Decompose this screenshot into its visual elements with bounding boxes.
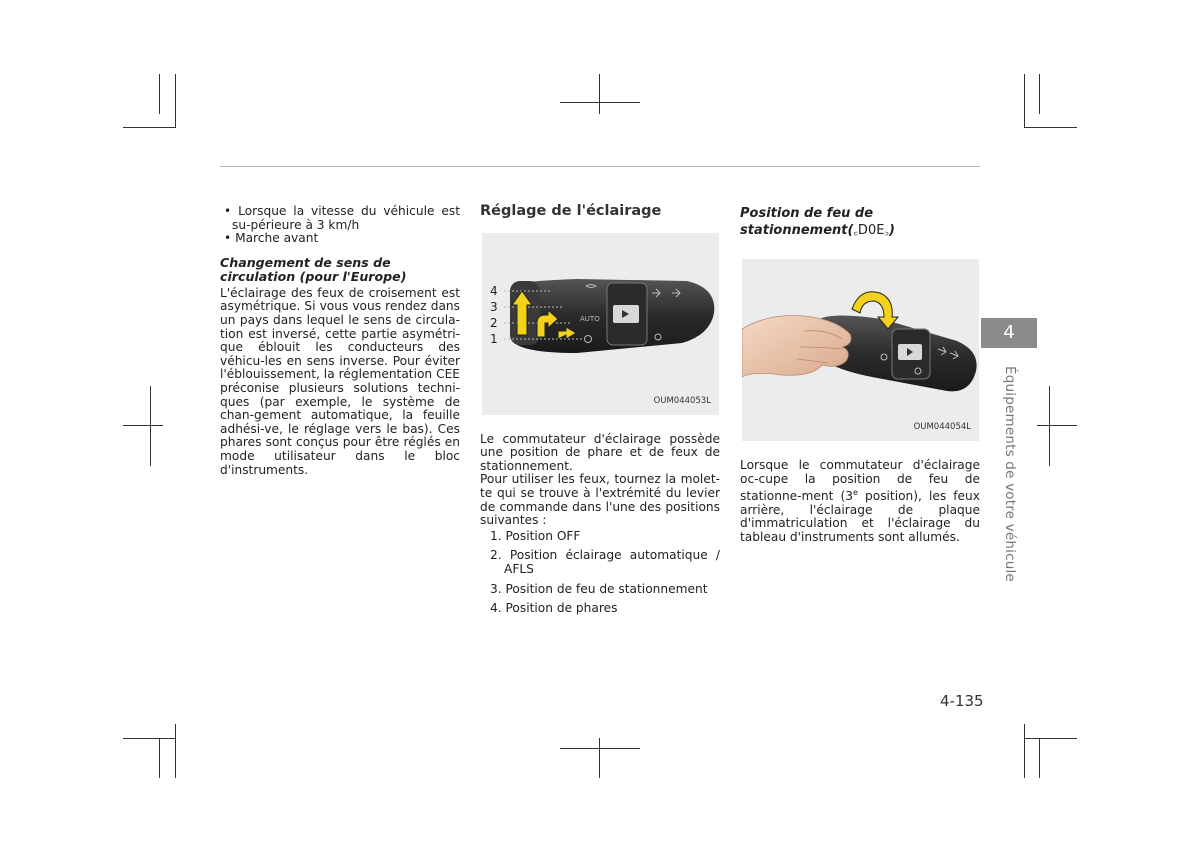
list-item: 4. Position de phares bbox=[490, 601, 618, 616]
bullet-speed: • Lorsque la vitesse du véhicule est su-périeure à 3 km/h bbox=[224, 204, 460, 232]
column-left bbox=[220, 205, 460, 477]
positions-list bbox=[480, 530, 720, 616]
figure-code: OUM044053L bbox=[653, 396, 711, 406]
list-item: 1. Position OFF bbox=[490, 528, 581, 543]
page-number: 4-135 bbox=[940, 692, 984, 710]
header-rule bbox=[220, 166, 980, 167]
bullet-forward: • Marche avant bbox=[224, 231, 319, 246]
hand-switch-illustration bbox=[742, 259, 979, 441]
paragraph-switch-intro: Le commutateur d'éclairage possède une position de phare et de feux de stationnement. bbox=[480, 431, 720, 473]
heading-lighting-control: Réglage de l'éclairage bbox=[480, 203, 662, 219]
column-middle bbox=[480, 205, 720, 622]
list-item: 2. Position éclairage automatique / AFLS bbox=[490, 548, 720, 576]
paragraph-parking-light: Lorsque le commutateur d'éclairage oc-cupe la position de feu de stationne-ment (3e position), les feux arrière, l'éclairage de plaque d'immatriculation et l'éclairage du tableau d'instruments sont allumés. bbox=[740, 458, 980, 545]
heading-close: ) bbox=[888, 223, 895, 238]
paragraph-switch-usage: Pour utiliser les feux, tournez la molet-te qui se trouve à l'extrémité du levier de commande dans l'une des positions suivantes : bbox=[480, 472, 720, 528]
heading-parking-light bbox=[740, 205, 980, 239]
chapter-tab: 4 bbox=[981, 318, 1037, 348]
parking-light-icon: ꜀D0E꜆ bbox=[853, 223, 889, 238]
position-label-3: 3 bbox=[490, 299, 498, 314]
figure-light-switch bbox=[482, 233, 719, 415]
paragraph-asymmetric-lighting: L'éclairage des feux de croisement est asymétrique. Si vous vous rendez dans un pays dans lequel le sens de circula-tion est inversé, cette partie asymétri-que éblouit les conducteurs des véhicu-les en sens inverse. Pour éviter l'éblouissement, la réglementation CEE préconise plusieurs solutions techni-ques (par exemple, le système de chan-gement automatique, la feuille adhési-ve, le réglage vers le bas). Ces phares sont conçus pour être réglés en mode utilisateur dans le bloc d'instruments. bbox=[220, 285, 460, 477]
subheading-traffic-direction: Changement de sens de circulation (pour l'Europe) bbox=[220, 254, 407, 284]
column-right bbox=[740, 205, 980, 545]
heading-line-2: stationnement( bbox=[740, 223, 854, 238]
position-label-4: 4 bbox=[490, 283, 498, 298]
chapter-title: Équipements de votre véhicule bbox=[1002, 366, 1018, 582]
figure-hand-on-switch bbox=[742, 259, 979, 441]
light-switch-illustration bbox=[482, 233, 719, 415]
auto-label: AUTO bbox=[580, 314, 600, 323]
figure-code: OUM044054L bbox=[913, 422, 971, 433]
list-item: 3. Position de feu de stationnement bbox=[490, 581, 708, 596]
position-label-2: 2 bbox=[490, 315, 498, 330]
position-label-1: 1 bbox=[490, 331, 498, 346]
heading-line-1: Position de feu de bbox=[740, 206, 874, 221]
